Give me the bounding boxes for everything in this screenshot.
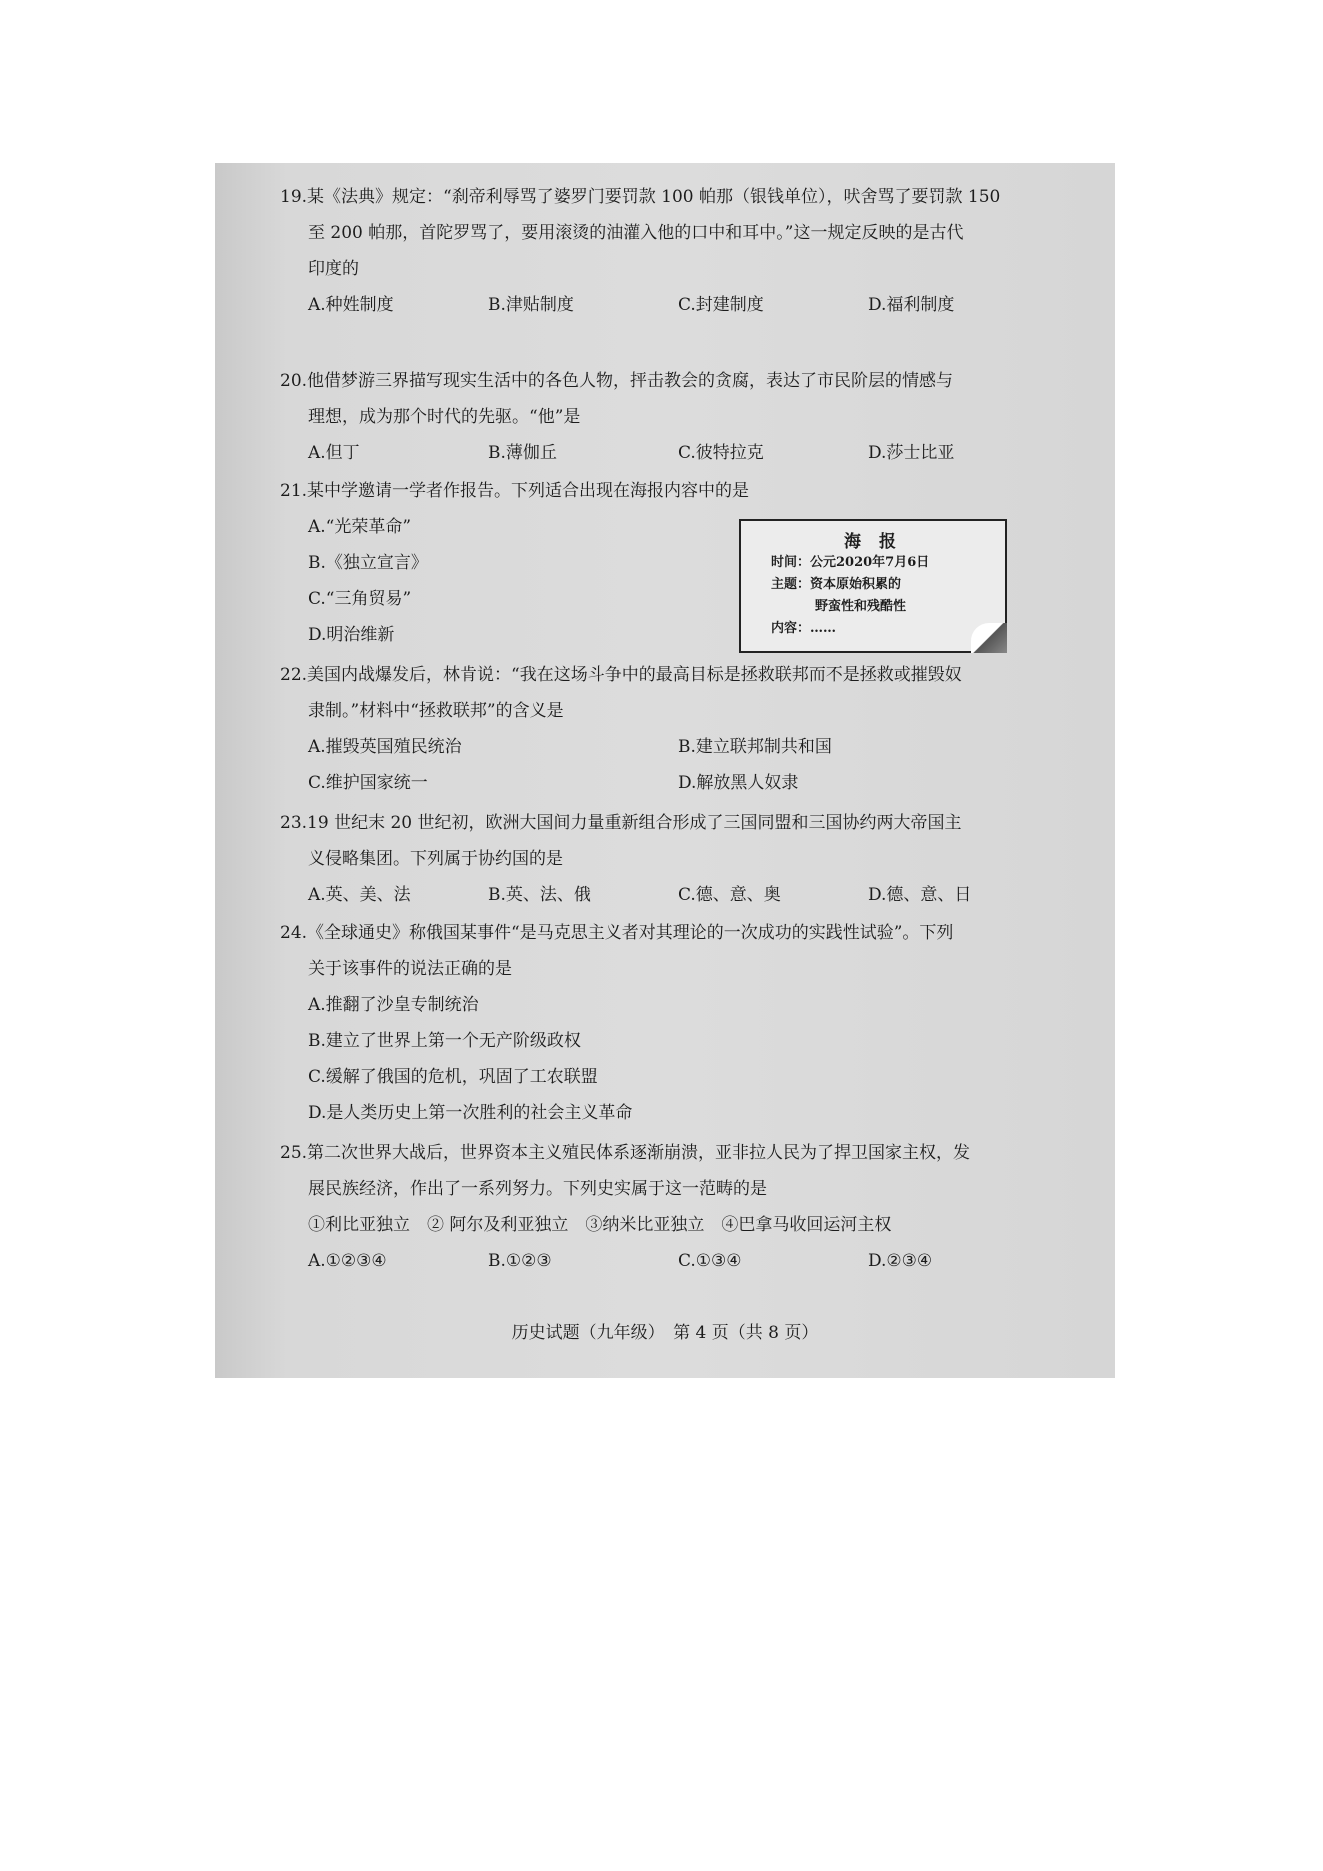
question-19-line-3: 印度的	[308, 259, 359, 279]
question-22-options-row-2	[280, 765, 1080, 801]
option-d: D.德、意、日	[868, 885, 972, 905]
option-b: B.①②③	[488, 1251, 552, 1271]
question-20-line-2: 理想，成为那个时代的先驱。“他”是	[308, 407, 581, 427]
question-22-options-row-1	[280, 729, 1080, 765]
question-23-options	[280, 877, 1080, 913]
question-23-line-1: 23.19 世纪末 20 世纪初，欧洲大国间力量重新组合形成了三国同盟和三国协约两大帝国主	[280, 813, 962, 833]
question-23-line-2: 义侵略集团。下列属于协约国的是	[308, 849, 563, 869]
question-23	[280, 805, 1080, 913]
option-b: B.《独立宣言》	[308, 553, 428, 573]
option-c: C.①③④	[678, 1251, 742, 1271]
option-a: A.推翻了沙皇专制统治	[308, 995, 479, 1015]
option-d: D.是人类历史上第一次胜利的社会主义革命	[308, 1103, 633, 1123]
option-a: A.种姓制度	[308, 295, 394, 315]
question-22	[280, 657, 1080, 801]
option-b: B.薄伽丘	[488, 443, 557, 463]
question-25	[280, 1135, 1080, 1279]
option-d: D.福利制度	[868, 295, 955, 315]
question-24-line-1: 24.《全球通史》称俄国某事件“是马克思主义者对其理论的一次成功的实践性试验”。下列	[280, 923, 954, 943]
question-20	[280, 363, 1080, 471]
question-19-options	[280, 287, 1080, 323]
poster-theme-continued: 野蛮性和残酷性	[815, 599, 907, 614]
option-a: A.“光荣革命”	[308, 517, 412, 537]
question-25-statements: ①利比亚独立 ② 阿尔及利亚独立 ③纳米比亚独立 ④巴拿马收回运河主权	[308, 1215, 892, 1235]
page-footer: 历史试题（九年级） 第 4 页（共 8 页）	[511, 1323, 819, 1343]
question-22-line-2: 隶制。”材料中“拯救联邦”的含义是	[308, 701, 564, 721]
poster-figure	[739, 519, 1007, 653]
question-22-line-1: 22.美国内战爆发后，林肯说：“我在这场斗争中的最高目标是拯救联邦而不是拯救或摧毁奴	[280, 665, 962, 685]
page-curl-decoration	[971, 623, 1007, 653]
question-25-options	[280, 1243, 1080, 1279]
question-25-line-2: 展民族经济，作出了一系列努力。下列史实属于这一范畴的是	[308, 1179, 767, 1199]
option-d: D.解放黑人奴隶	[678, 773, 799, 793]
question-25-line-1: 25.第二次世界大战后，世界资本主义殖民体系逐渐崩溃，亚非拉人民为了捍卫国家主权，发	[280, 1143, 971, 1163]
question-21-line-1: 21.某中学邀请一学者作报告。下列适合出现在海报内容中的是	[280, 481, 750, 501]
option-a: A.摧毁英国殖民统治	[308, 737, 462, 757]
option-c: C.缓解了俄国的危机，巩固了工农联盟	[308, 1067, 598, 1087]
question-20-options	[280, 435, 1080, 471]
option-b: B.建立了世界上第一个无产阶级政权	[308, 1031, 581, 1051]
scanned-exam-page	[215, 163, 1115, 1378]
poster-content: 内容：……	[771, 621, 837, 636]
option-d: D.②③④	[868, 1251, 933, 1271]
option-b: B.津贴制度	[488, 295, 574, 315]
question-24-line-2: 关于该事件的说法正确的是	[308, 959, 512, 979]
question-20-line-1: 20.他借梦游三界描写现实生活中的各色人物，抨击教会的贪腐，表达了市民阶层的情感与	[280, 371, 954, 391]
option-d: D.莎士比亚	[868, 443, 955, 463]
option-b: B.英、法、俄	[488, 885, 591, 905]
poster-title: 海 报	[844, 532, 902, 552]
option-a: A.①②③④	[308, 1251, 387, 1271]
question-19-line-1: 19.某《法典》规定：“刹帝利辱骂了婆罗门要罚款 100 帕那（银钱单位），吠舍骂了要罚款 150	[280, 187, 1001, 207]
option-c: C.“三角贸易”	[308, 589, 412, 609]
option-c: C.维护国家统一	[308, 773, 428, 793]
option-c: C.彼特拉克	[678, 443, 764, 463]
option-b: B.建立联邦制共和国	[678, 737, 832, 757]
option-a: A.但丁	[308, 443, 360, 463]
question-19	[280, 179, 1080, 323]
option-a: A.英、美、法	[308, 885, 411, 905]
poster-theme: 主题：资本原始积累的	[771, 577, 902, 592]
question-19-line-2: 至 200 帕那，首陀罗骂了，要用滚烫的油灌入他的口中和耳中。”这一规定反映的是古代	[308, 223, 964, 243]
option-d: D.明治维新	[308, 625, 395, 645]
poster-time: 时间：公元2020年7月6日	[771, 555, 930, 570]
option-c: C.德、意、奥	[678, 885, 781, 905]
question-24	[280, 915, 1080, 1131]
option-c: C.封建制度	[678, 295, 764, 315]
